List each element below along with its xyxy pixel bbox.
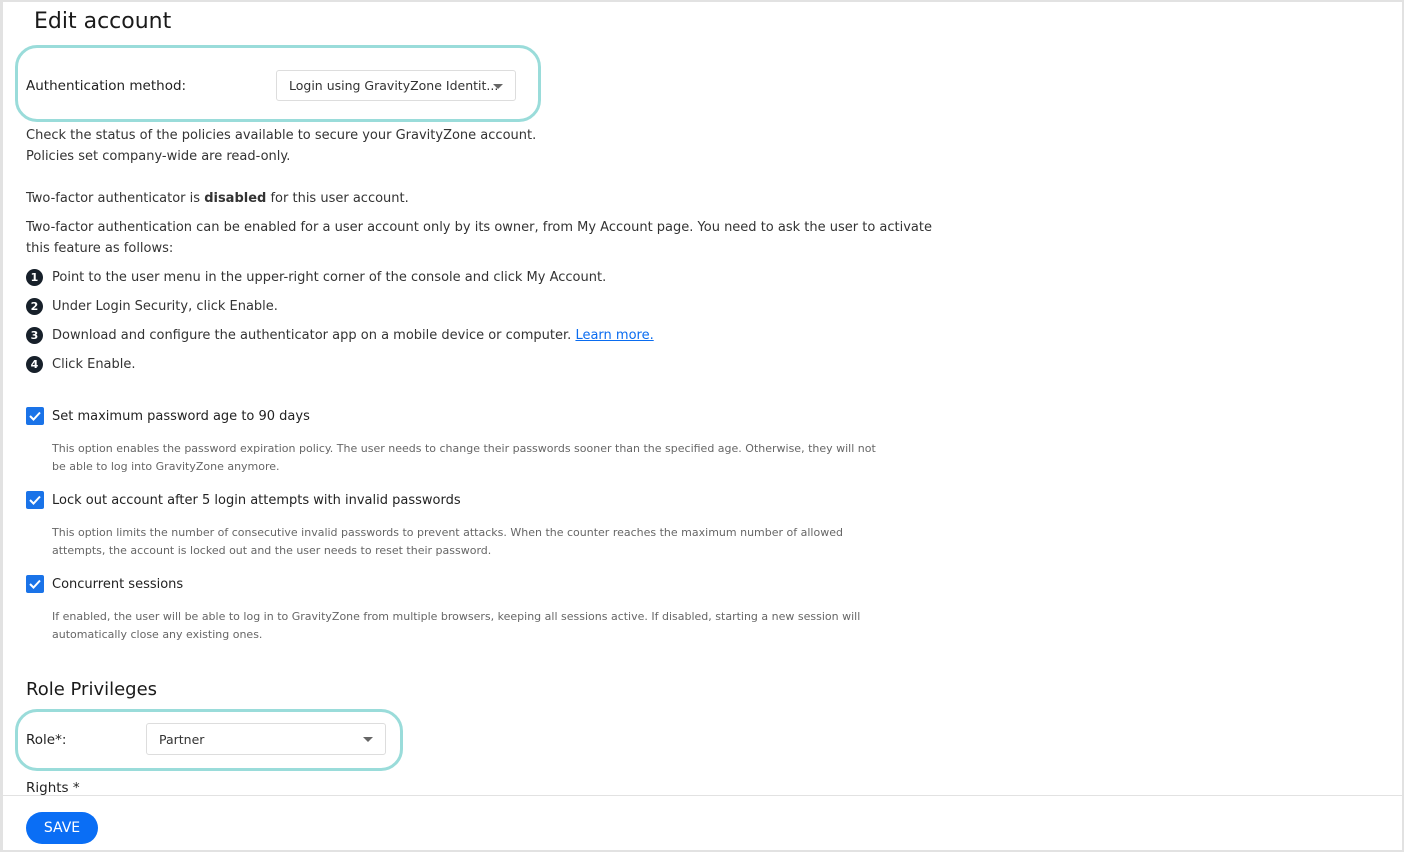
intro-line-2: Policies set company-wide are read-only. xyxy=(26,149,291,164)
step-number-icon: 1 xyxy=(26,269,43,286)
step-3: 3 Download and configure the authenticator app on a mobile device or computer. Learn more. xyxy=(26,327,654,344)
role-dropdown[interactable] xyxy=(146,723,386,755)
twofa-explain-2: this feature as follows: xyxy=(26,241,174,256)
step-2: 2 Under Login Security, click Enable. xyxy=(26,298,278,315)
auth-method-label: Authentication method: xyxy=(26,78,187,94)
checkbox-checked-icon[interactable] xyxy=(26,407,44,425)
auth-method-dropdown[interactable] xyxy=(276,70,516,101)
chevron-down-icon xyxy=(363,737,373,742)
option-password-age[interactable]: Set maximum password age to 90 days xyxy=(26,407,310,425)
role-value: Partner xyxy=(159,731,205,747)
page-title: Edit account xyxy=(34,9,172,34)
save-button[interactable]: SAVE xyxy=(26,812,98,844)
footer-divider xyxy=(3,795,1402,796)
step-number-icon: 3 xyxy=(26,327,43,344)
twofa-status: Two-factor authenticator is disabled for this user account. xyxy=(26,191,409,206)
step-number-icon: 2 xyxy=(26,298,43,315)
learn-more-link[interactable]: Learn more. xyxy=(575,328,654,343)
role-privileges-heading: Role Privileges xyxy=(26,679,158,700)
option-concurrent-sessions[interactable]: Concurrent sessions xyxy=(26,575,183,593)
option-password-age-desc: This option enables the password expiration policy. The user needs to change their passwords sooner than the specified age. Otherwise, they will not be able to log into GravityZone anymore. xyxy=(52,442,876,473)
step-1: 1 Point to the user menu in the upper-right corner of the console and click My Account. xyxy=(26,269,606,286)
role-label: Role*: xyxy=(26,732,67,748)
step-4: 4 Click Enable. xyxy=(26,356,136,373)
twofa-explain-1: Two-factor authentication can be enabled for a user account only by its owner, from My Account page. You need to ask the user to activate xyxy=(26,220,932,235)
auth-method-value: Login using GravityZone Identit... xyxy=(289,78,499,93)
rights-label: Rights * xyxy=(26,780,80,796)
chevron-down-icon xyxy=(493,84,503,89)
step-number-icon: 4 xyxy=(26,356,43,373)
checkbox-checked-icon[interactable] xyxy=(26,491,44,509)
checkbox-checked-icon[interactable] xyxy=(26,575,44,593)
intro-line-1: Check the status of the policies available to secure your GravityZone account. xyxy=(26,128,537,143)
option-concurrent-sessions-desc: If enabled, the user will be able to log in to GravityZone from multiple browsers, keeping all sessions active. If disabled, starting a new session will automatically close any existing ones. xyxy=(52,610,861,641)
option-lockout[interactable]: Lock out account after 5 login attempts with invalid passwords xyxy=(26,491,461,509)
option-lockout-desc: This option limits the number of consecutive invalid passwords to prevent attacks. When the counter reaches the maximum number of allowed attempts, the account is locked out and the user needs to reset their password. xyxy=(52,526,843,557)
